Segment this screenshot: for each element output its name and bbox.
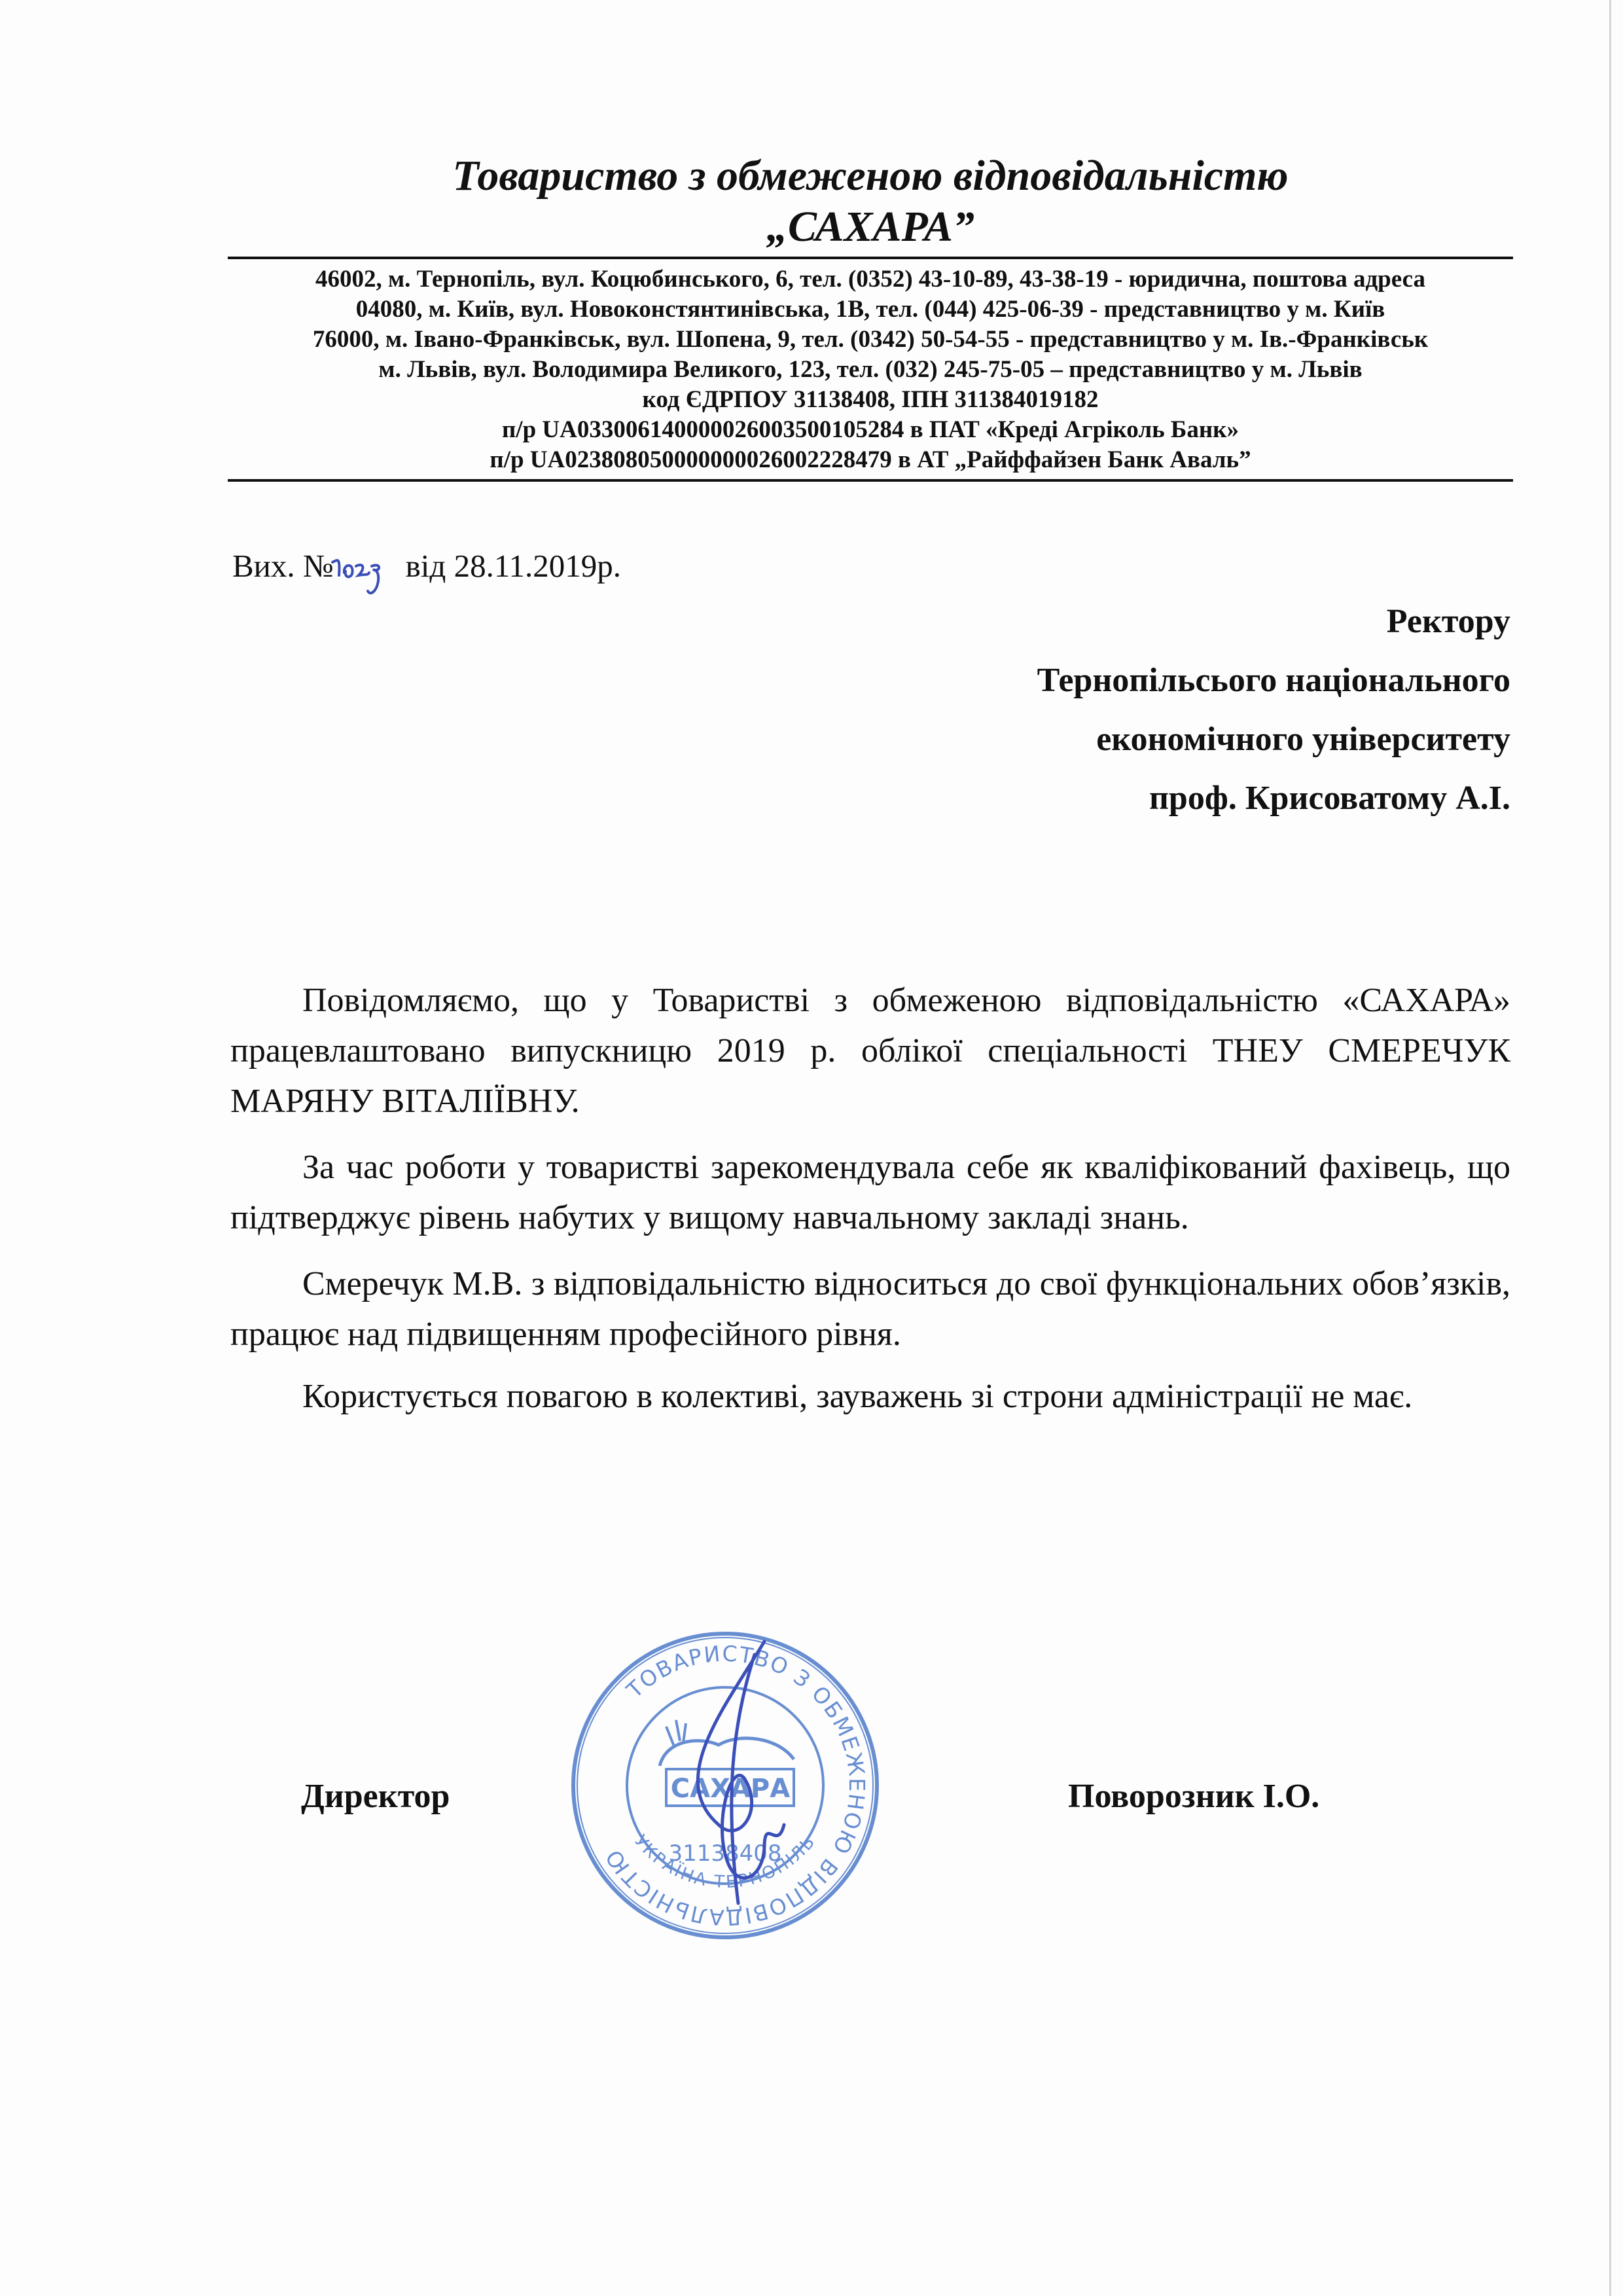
letterhead: [228, 151, 1513, 482]
recipient-line-name: проф. Крисоватому А.І.: [1149, 780, 1510, 817]
body-paragraph: За час роботи у товаристві зарекомендувала себе як кваліфікований фахівець, що підтверджує рівень набутих у вищому навчальному закладі знань.: [230, 1149, 1510, 1236]
recipient-line-title: Ректору: [1386, 603, 1510, 640]
contact-line-bank-2: п/р UA023808050000000026002228479 в АТ „Райффайзен Банк Аваль”: [490, 446, 1251, 473]
outgoing-prefix: Вих. №: [232, 548, 334, 584]
body-paragraph: Смеречук М.В. з відповідальністю відноситься до свої функціональних обов’язків, працює над підвищенням професійного рівня.: [230, 1265, 1510, 1353]
contact-line-kyiv: 04080, м. Київ, вул. Новоконстянтинівська, 1В, тел. (044) 425-06-39 - представництво у м. Київ: [355, 296, 1385, 323]
contact-block: [228, 259, 1513, 479]
signatory-name: Поворозник І.О.: [1068, 1778, 1320, 1815]
stamp-bottom-text: УКРАЇНА ТЕРНОПІЛЬ: [630, 1831, 821, 1893]
contact-line-codes: код ЄДРПОУ 31138408, ІПН 311384019182: [642, 386, 1099, 413]
stamp-code-text: 31138408: [668, 1840, 782, 1867]
body-paragraph: Повідомляємо, що у Товаристві з обмеженою відповідальністю «САХАРА» працевлаштовано випускницю 2019 р. облікої спеціальності ТНЕУ СМЕРЕЧУК МАРЯНУ ВІТАЛІЇВНУ.: [230, 982, 1510, 1120]
contact-line-lviv: м. Львів, вул. Володимира Великого, 123, тел. (032) 245-75-05 – представництво у м. Львів: [378, 356, 1363, 383]
letterhead-bottom-rule: [228, 479, 1513, 482]
recipient-line-university-2: економічного університету: [1096, 721, 1510, 758]
scan-edge: [1609, 0, 1611, 2296]
stamp-ring-text: ТОВАРИСТВО З ОБМЕЖЕНОЮ ВІДПОВІДАЛЬНІСТЮ: [599, 1640, 870, 1931]
company-short-name: „САХАРА”: [766, 203, 975, 251]
company-seal-stamp: [568, 1628, 882, 1943]
outgoing-date: від 28.11.2019р.: [405, 548, 622, 584]
contact-line-legal-address: 46002, м. Тернопіль, вул. Коцюбинського, 6, тел. (0352) 43-10-89, 43-38-19 - юридична, поштова адреса: [315, 266, 1426, 293]
company-name: Товариство з обмеженою відповідальністю: [452, 152, 1289, 200]
contact-line-bank-1: п/р UA033006140000026003500105284 в ПАТ «Креді Агріколь Банк»: [501, 416, 1239, 443]
handwritten-number: [334, 547, 406, 586]
body-paragraph: Користується повагою в колективі, зауважень зі строни адміністрації не має.: [302, 1378, 1413, 1415]
outgoing-reference: [232, 547, 621, 586]
stamp-center-text: САХАРА: [670, 1774, 791, 1804]
letter-body: [230, 975, 1510, 1437]
signatory-title: Директор: [301, 1778, 450, 1815]
contact-line-ivano-frankivsk: 76000, м. Івано-Франківськ, вул. Шопена, 9, тел. (0342) 50-54-55 - представництво у м. Ів.-Франківськ: [312, 326, 1429, 353]
recipient-line-university-1: Тернопільсього національного: [1037, 662, 1510, 699]
recipient-block: [594, 592, 1510, 828]
